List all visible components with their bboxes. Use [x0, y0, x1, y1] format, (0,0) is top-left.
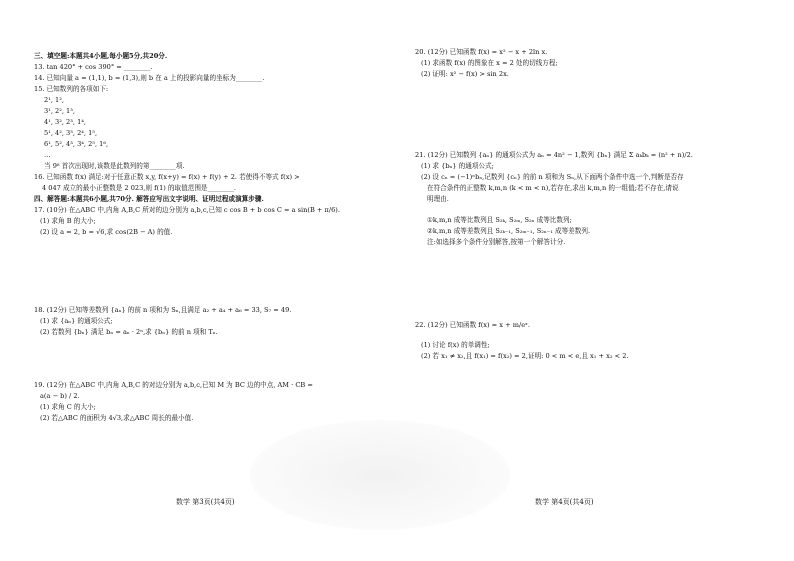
- sequence-row: 5¹, 4², 3³, 2⁴, 1⁵,: [44, 129, 98, 137]
- question-20: 20. (12分) 已知函数 f(x) = x² − x + 2ln x.: [415, 48, 548, 56]
- sequence-row: …: [44, 151, 51, 159]
- page-4: [397, 0, 794, 561]
- question-15: 15. 已知数列的各项如下:: [34, 85, 109, 93]
- question-19-part1: (1) 求角 C 的大小;: [40, 403, 96, 411]
- question-19: 19. (12分) 在△ABC 中,内角 A,B,C 的对边分别为 a,b,c,已知 M 为 BC 边的中点, AM · CB =: [34, 381, 313, 389]
- section4-header: 四、解答题:本题共6小题,共70分. 解答应写出文字说明、证明过程或演算步骤.: [34, 195, 264, 203]
- question-22-part2: (2) 若 x₁ ≠ x₂,且 f(x₁) = f(x₂) = 2,证明: 0 < m < e,且 x₁ + x₂ < 2.: [421, 352, 629, 360]
- question-21: 21. (12分) 已知数列 {aₙ} 的通项公式为 aₙ = 4n² − 1,数列 {bₙ} 满足 Σ aₖbₖ = (n² + n)/2.: [415, 151, 693, 159]
- question-17: 17. (10分) 在△ABC 中,内角 A,B,C 所对的边分别为 a,b,c,已知 c cos B + b cos C = a sin(B + π/6).: [34, 206, 340, 214]
- sequence-row: 6¹, 5², 4³, 3⁴, 2⁵, 1⁶,: [44, 140, 109, 148]
- question-16-line2: 4 047 成立的最小正整数是 2 023,则 f(1) 的取值范围是________.: [42, 184, 236, 192]
- question-20-part1: (1) 求函数 f(x) 的图象在 x = 2 处的切线方程;: [421, 59, 558, 67]
- sequence-row: 2¹, 1²,: [44, 96, 64, 104]
- section3-header: 三、填空题:本题共4小题,每小题5分,共20分.: [34, 52, 168, 60]
- page-footer: 数学 第3页(共4页): [176, 498, 235, 506]
- question-16-line1: 16. 已知函数 f(x) 满足:对于任意正数 x,y, f(x+y) = f(x) + f(y) + 2. 若使得不等式 f(x) >: [34, 173, 300, 181]
- question-21-note: 注:如选择多个条件分别解答,按第一个解答计分.: [427, 238, 566, 246]
- question-22: 22. (12分) 已知函数 f(x) = x + m/eˣ.: [415, 321, 531, 329]
- question-18-part2: (2) 若数列 {bₙ} 满足 bₙ = aₙ · 2ⁿ,求 {bₙ} 的前 n 项和 Tₙ.: [40, 328, 218, 336]
- question-21-condition1: ①k,m,n 成等比数列且 S₂ₖ, S₂ₘ, S₂ₙ 成等比数列;: [427, 216, 572, 224]
- question-17-part1: (1) 求角 B 的大小;: [40, 217, 96, 225]
- question-18: 18. (12分) 已知等差数列 {aₙ} 的前 n 项和为 Sₙ,且满足 a₂ + a₄ + a₆ = 33, S₇ = 49.: [34, 306, 292, 314]
- question-18-part1: (1) 求 {aₙ} 的通项公式;: [40, 317, 113, 325]
- question-21-part2-line1: (2) 设 cₙ = (−1)ⁿbₙ,记数列 {cₙ} 的前 n 项和为 Sₙ,从下面两个条件中选一个,判断是否存: [421, 173, 684, 181]
- question-19-fraction: a(a − b) / 2.: [40, 392, 80, 400]
- question-19-part2: (2) 若△ABC 的面积为 4√3,求△ABC 周长的最小值.: [40, 414, 194, 422]
- question-15-tail: 当 9⁸ 首次出现时,该数是此数列的第________项.: [44, 162, 185, 170]
- sequence-row: 3¹, 2², 1³,: [44, 107, 75, 115]
- question-17-part2: (2) 设 a = 2, b = √6,求 cos(2B − A) 的值.: [40, 228, 173, 236]
- question-21-part1: (1) 求 {bₙ} 的通项公式;: [421, 162, 494, 170]
- question-22-part1: (1) 讨论 f(x) 的单调性;: [421, 341, 490, 349]
- question-21-condition2: ②k,m,n 成等差数列且 S₂ₖ₋₁, S₂ₘ₋₁, S₂ₙ₋₁ 成等差数列.: [427, 227, 591, 235]
- question-21-part2-line2: 在符合条件的正整数 k,m,n (k < m < n),若存在,求出 k,m,n 的一组值;若不存在,请说: [427, 184, 679, 192]
- question-21-part2-line3: 明理由.: [427, 195, 449, 203]
- question-14: 14. 已知向量 a = (1,1), b = (1,3),则 b 在 a 上的投影向量的坐标为________.: [34, 74, 265, 82]
- page-footer: 数学 第4页(共4页): [535, 498, 594, 506]
- question-20-part2: (2) 证明: x² − f(x) > sin 2x.: [421, 70, 509, 78]
- sequence-row: 4¹, 3², 2³, 1⁴,: [44, 118, 87, 126]
- question-13: 13. tan 420° + cos 390° = ________.: [34, 63, 153, 71]
